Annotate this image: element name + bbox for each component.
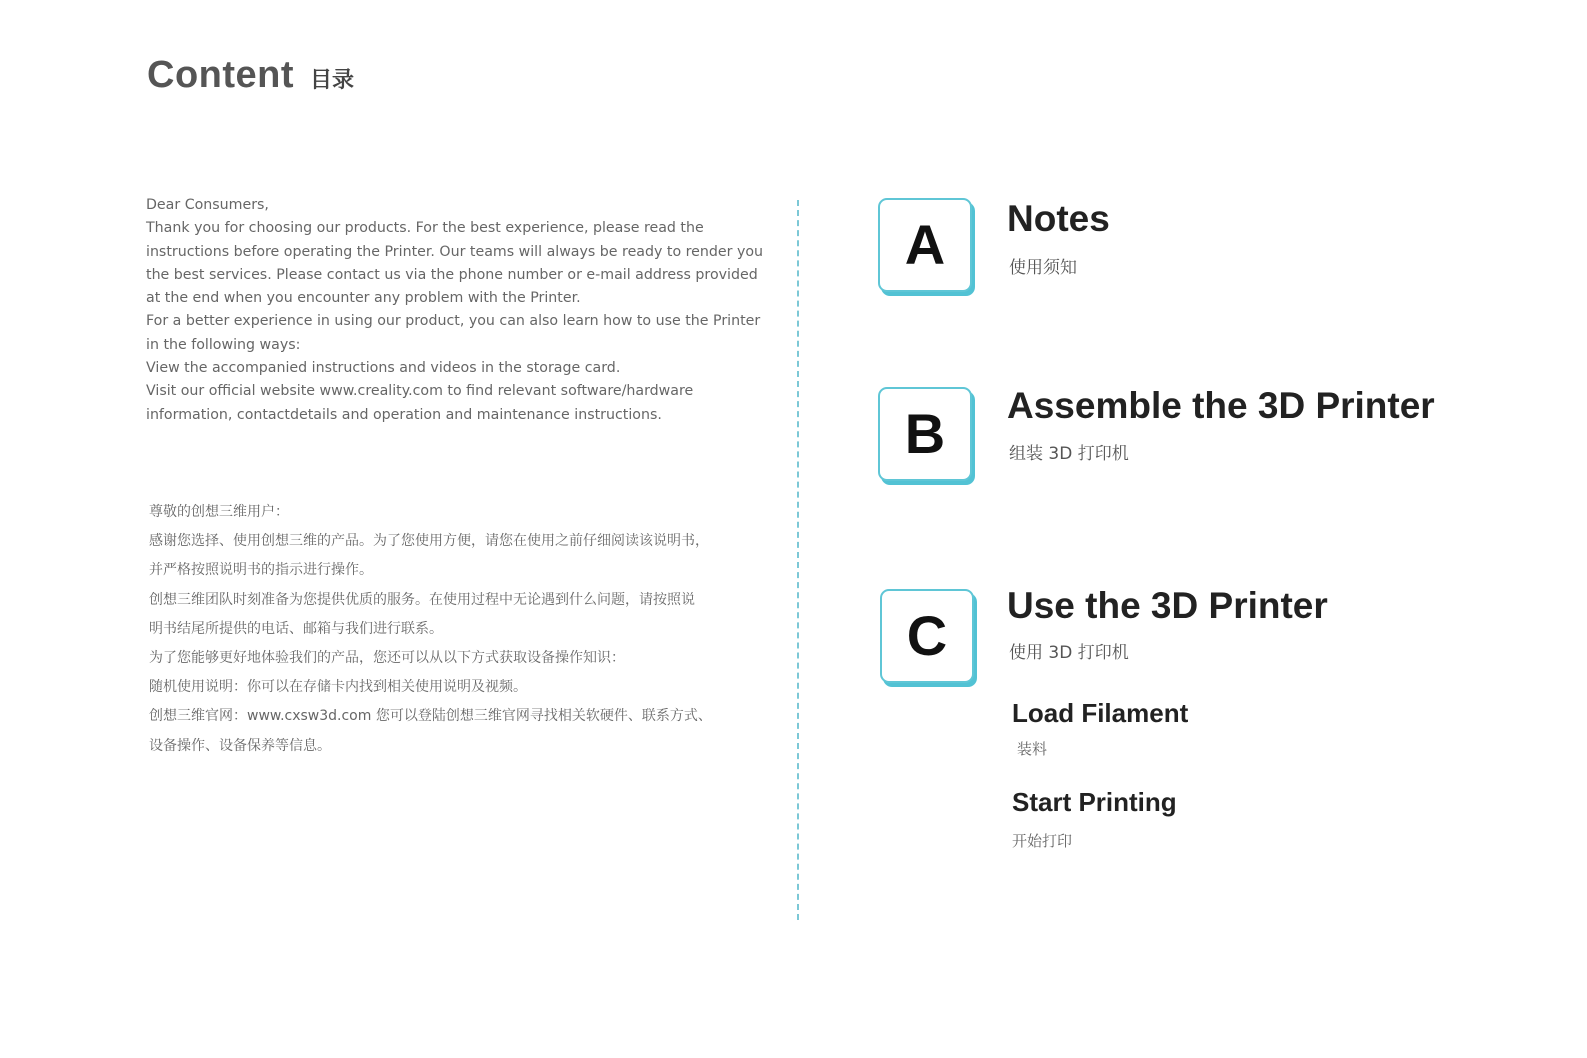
- page-title-chinese: 目录: [310, 68, 355, 93]
- intro-english-line: For a better experience in using our product, you can also learn how to use the Printer: [146, 313, 761, 330]
- section-c-subtitle: 使用 3D 打印机: [1009, 643, 1129, 663]
- section-a-letter: A: [904, 213, 946, 276]
- intro-chinese-line: 为了您能够更好地体验我们的产品，您还可以从以下方式获取设备操作知识：: [149, 650, 625, 667]
- section-c-title[interactable]: Use the 3D Printer: [1007, 585, 1328, 626]
- section-c-letter: C: [906, 604, 948, 667]
- intro-english-line: Thank you for choosing our products. For the best experience, please read the: [146, 220, 704, 237]
- load-filament-title[interactable]: Load Filament: [1012, 698, 1189, 728]
- intro-chinese-line: 感谢您选择、使用创想三维的产品。为了您使用方便，请您在使用之前仔细阅读该说明书，: [149, 533, 709, 550]
- intro-chinese-line: 明书结尾所提供的电话、邮箱与我们进行联系。: [149, 620, 443, 637]
- section-b-badge[interactable]: [878, 387, 972, 481]
- section-a-subtitle: 使用须知: [1009, 258, 1077, 278]
- section-b-subtitle: 组装 3D 打印机: [1009, 444, 1129, 464]
- intro-english-text: [146, 194, 766, 427]
- start-printing-subtitle: 开始打印: [1012, 832, 1073, 850]
- section-b-letter: B: [904, 402, 946, 465]
- section-a-badge[interactable]: [878, 198, 972, 292]
- page-title-english: Content: [147, 54, 295, 96]
- section-b-title[interactable]: Assemble the 3D Printer: [1007, 385, 1435, 426]
- intro-chinese-line: 创想三维官网：www.cxsw3d.com 您可以登陆创想三维官网寻找相关软硬件、联系方式、: [149, 708, 712, 725]
- intro-chinese-line: 随机使用说明：你可以在存储卡内找到相关使用说明及视频。: [149, 679, 527, 696]
- intro-english-line: instructions before operating the Printer. Our teams will always be ready to render you: [146, 243, 764, 260]
- intro-chinese-line: 设备操作、设备保养等信息。: [149, 737, 331, 754]
- start-printing-title[interactable]: Start Printing: [1012, 787, 1177, 817]
- intro-chinese-line: 尊敬的创想三维用户：: [149, 504, 289, 520]
- load-filament-subtitle: 装料: [1017, 740, 1048, 758]
- intro-chinese-text: [149, 498, 769, 761]
- section-c-badge[interactable]: [880, 589, 974, 683]
- intro-english-line: at the end when you encounter any problem with the Printer.: [146, 290, 581, 307]
- intro-chinese-line: 创想三维团队时刻准备为您提供优质的服务。在使用过程中无论遇到什么问题，请按照说: [149, 591, 695, 608]
- intro-english-line: Dear Consumers,: [146, 197, 269, 213]
- dashed-divider: [797, 200, 799, 920]
- page-title: [147, 54, 354, 97]
- intro-english-line: Visit our official website www.creality.com to find relevant software/hardware: [146, 383, 694, 400]
- intro-chinese-line: 并严格按照说明书的指示进行操作。: [149, 562, 373, 579]
- intro-english-line: View the accompanied instructions and videos in the storage card.: [146, 360, 621, 377]
- intro-english-line: in the following ways:: [146, 336, 301, 353]
- intro-english-line: information, contactdetails and operation and maintenance instructions.: [146, 406, 662, 423]
- section-a-title[interactable]: Notes: [1007, 198, 1110, 239]
- intro-english-line: the best services. Please contact us via the phone number or e-mail address provided: [146, 266, 758, 283]
